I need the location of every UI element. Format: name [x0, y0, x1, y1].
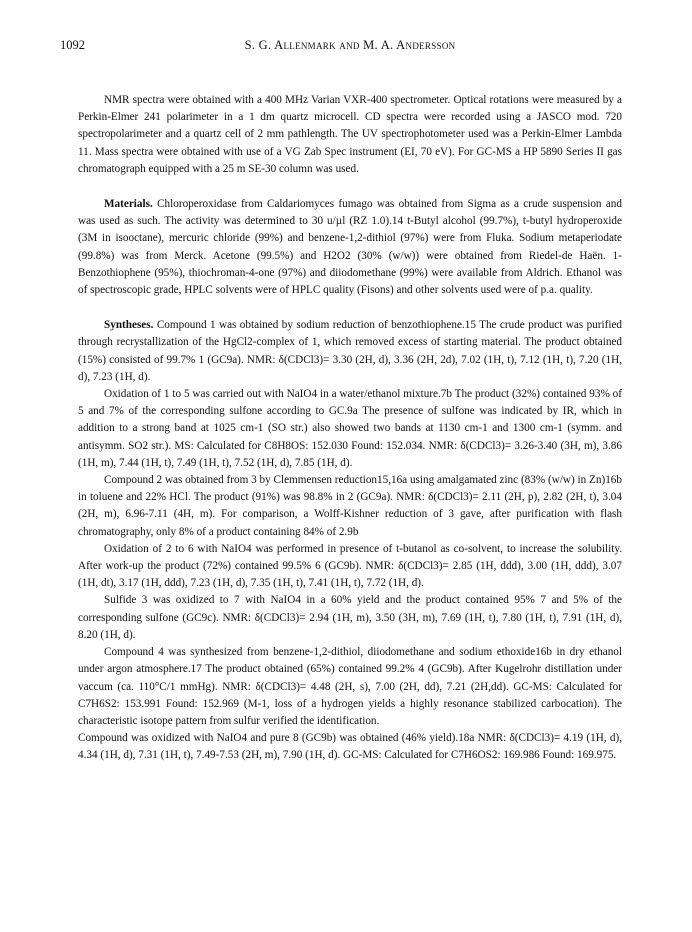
paragraph-compound-2: [78, 472, 622, 541]
page-header: [60, 38, 640, 56]
page-number: 1092: [60, 38, 85, 52]
paragraph-sulfide-3: [78, 592, 622, 644]
article-body: [78, 92, 622, 765]
paragraph-syntheses: [78, 317, 622, 386]
paragraph-instruments: [78, 92, 622, 178]
section-heading-syntheses: Syntheses.: [104, 319, 154, 332]
paragraph-text: Compound was oxidized with NaIO4 and pure 8 (GC9b) was obtained (46% yield).18a NMR: δ(CDCl3)= 4.19 (1H, d), 4.34 (1H, d), 7.31 (1H, t), 7.49-7.53 (2H, m), 7.90 (1H, d). GC-MS: Calculated for C7H6OS2: 169.986 Found: 169.975.: [78, 732, 622, 762]
paragraph-text: Sulfide 3 was oxidized to 7 with NaIO4 in a 60% yield and the product contained 95% 7 and 5% of the corresponding sulfone (GC9c). NMR: δ(CDCl3)= 2.94 (1H, m), 3.50 (3H, m), 7.69 (1H, t), 7.80 (1H, t), 7.91 (1H, d), 8.20 (1H, d).: [78, 594, 622, 641]
paragraph-compound-8: [78, 730, 622, 764]
paragraph-compound-4: [78, 644, 622, 730]
paragraph-text: Compound 2 was obtained from 3 by Clemmensen reduction15,16a using amalgamated zinc (83% (w/w) in Zn)16b in toluene and 22% HCl. The product (91%) was 98.8% in 2 (GC9a). NMR: δ(CDCl3)= 2.11 (2H, p), 2.82 (2H, t), 3.04 (2H, m), 6.96-7.11 (4H, m). For comparison, a Wolff-Kishner reduction of 3 gave, after purification with flash chromatography, only 8% of a product containing 84% of 2.9b: [78, 474, 622, 538]
paragraph-text: Compound 1 was obtained by sodium reduction of benzothiophene.15 The crude product was purified through recrystallization of the HgCl2-complex of 1, which removed excess of starting material. The product obtained (15%) consisted of 99.7% 1 (GC9a). NMR: δ(CDCl3)= 3.30 (2H, d), 3.36 (2H, 2d), 7.02 (1H, t), 7.12 (1H, t), 7.20 (1H, d), 7.23 (1H, d).: [78, 319, 623, 383]
paragraph-text: Compound 4 was synthesized from benzene-1,2-dithiol, diiodomethane and sodium ethoxide16b in dry ethanol under argon atmosphere.17 The product obtained (65%) contained 99.2% 4 (GC9b). After Kugelrohr distillation under vaccum (ca. 110°C/1 mmHg). NMR: δ(CDCl3)= 4.48 (2H, s), 7.00 (2H, dd), 7.21 (2H,dd). GC-MS: Calculated for C7H6S2: 153.991 Found: 152.969 (M-1, loss of a hydrogen yields a highly resonance stabilized carbocation). The characteristic isotope pattern from sulfur verified the identification.: [78, 646, 622, 727]
paragraph-text: Oxidation of 1 to 5 was carried out with NaIO4 in a water/ethanol mixture.7b The product (32%) contained 93% of 5 and 7% of the corresponding sulfone according to GC.9a The presence of sulfone was indicated by IR, which in addition to a strong band at 1025 cm-1 (SO str.) also showed two bands at 1130 cm-1 and 1300 cm-1 (symm. and antisymm. SO2 str.). MS: Calculated for C8H8OS: 152.030 Found: 152.034. NMR: δ(CDCl3)= 3.26-3.40 (3H, m), 3.86 (1H, m), 7.44 (1H, t), 7.49 (1H, t), 7.52 (1H, d), 7.85 (1H, d).: [78, 388, 622, 469]
section-heading-materials: Materials.: [104, 198, 153, 211]
paragraph-text: Oxidation of 2 to 6 with NaIO4 was performed in presence of t-butanol as co-solvent, to increase the solubility. After work-up the product (72%) contained 99.5% 6 (GC9b). NMR: δ(CDCl3)= 2.85 (1H, ddd), 3.00 (1H, ddd), 3.07 (1H, dt), 3.17 (1H, ddd), 7.23 (1H, d), 7.35 (1H, t), 7.41 (1H, t), 7.72 (1H, d).: [78, 542, 622, 590]
running-head: S. G. Allenmark and M. A. Andersson: [244, 38, 456, 52]
paragraph-oxidation-1-5: [78, 386, 622, 472]
paragraph-text: NMR spectra were obtained with a 400 MHz Varian VXR-400 spectrometer. Optical rotations were measured by a Perkin-Elmer 241 polarimeter in a 1 dm quartz microcell. CD spectra were recorded using a JASCO mod. 720 spectropolarimeter and a quartz cell of 2 mm pathlength. The UV spectrophotometer used was a Perkin-Elmer Lambda 11. Mass spectra were obtained with use of a VG Zab Spec instrument (EI, 70 eV). For GC-MS a HP 5890 Series II gas chromatograph equipped with a 25 m SE-30 column was used.: [78, 94, 622, 175]
paragraph-materials: [78, 196, 622, 299]
paragraph-oxidation-2-6: [78, 541, 622, 593]
paragraph-text: Chloroperoxidase from Caldariomyces fumago was obtained from Sigma as a crude suspension and was used as such. The activity was determined to 30 u/µl (RZ 1.0).14 t-Butyl alcohol (99.7%), t-butyl hydroperoxide (3M in isooctane), mercuric chloride (99%) and benzene-1,2-dithiol (97%) were from Fluka. Sodium metaperiodate (99.8%) was from Merck. Acetone (99.5%) and H2O2 (30% (w/w)) were obtained from Riedel-de Haën. 1-Benzothiophene (95%), thiochroman-4-one (97%) and diiodomethane (99%) were available from Aldrich. Ethanol was of spectroscopic grade, HPLC solvents were of HPLC quality (Fisons) and other solvents used were of p.a. quality.: [78, 198, 622, 297]
